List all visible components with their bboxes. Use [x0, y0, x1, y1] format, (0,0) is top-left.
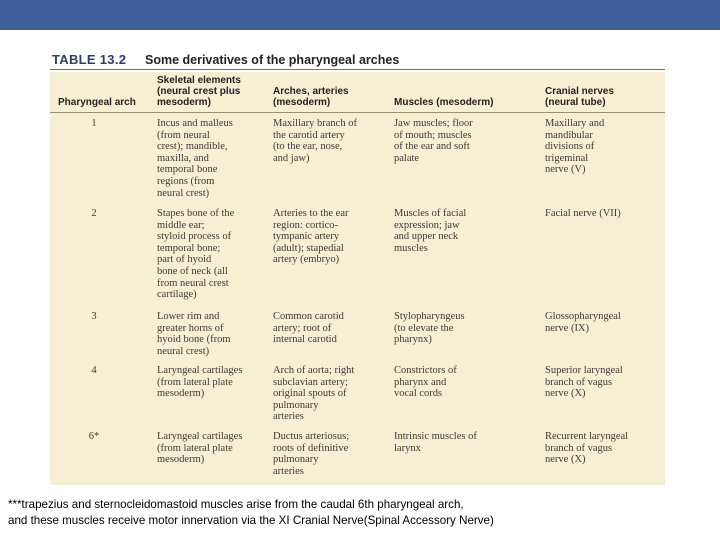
footnote: ***trapezius and sternocleidomastoid muscles arise from the caudal 6th pharyngeal arch, and these muscles receive motor innervation via the XI Cranial Nerve(Spinal Accessory Nerve)	[8, 498, 494, 527]
header-muscles: Muscles (mesoderm)	[394, 97, 494, 108]
row-2-arteries: Arteries to the ear region: cortico- tympanic artery (adult); stapedial artery (embryo)	[273, 208, 349, 266]
header-pharyngeal-arch: Pharyngeal arch	[58, 97, 136, 108]
row-2-arch: 2	[91, 208, 97, 219]
row-2-nerves: Facial nerve (VII)	[545, 208, 621, 219]
header-skeletal-elements: Skeletal elements (neural crest plus mesoderm)	[157, 75, 241, 108]
table-header	[50, 50, 665, 70]
row-4-skeletal: Laryngeal cartilages (from lateral plate mesoderm)	[157, 365, 243, 400]
row-3-nerves: Glossopharyngeal nerve (IX)	[545, 311, 621, 334]
row-4-arteries: Arch of aorta; right subclavian artery; original spouts of pulmonary arteries	[273, 365, 355, 423]
header-arches-arteries: Arches, arteries (mesoderm)	[273, 86, 349, 108]
table-number: TABLE 13.2	[52, 52, 127, 67]
table-title: Some derivatives of the pharyngeal arches	[145, 52, 400, 67]
row-4-nerves: Superior laryngeal branch of vagus nerve (X)	[545, 365, 623, 400]
row-1-arch: 1	[91, 118, 97, 129]
row-3-arteries: Common carotid artery; root of internal carotid	[273, 311, 344, 346]
row-4-arch: 4	[91, 365, 97, 376]
row-2-muscles: Muscles of facial expression; jaw and upper neck muscles	[394, 208, 467, 254]
header-divider	[50, 112, 665, 113]
row-5-nerves: Recurrent laryngeal branch of vagus nerve (X)	[545, 431, 629, 466]
row-3-skeletal: Lower rim and greater horns of hyoid bone (from neural crest)	[157, 311, 231, 357]
row-1-skeletal: Incus and malleus (from neural crest); mandible, maxilla, and temporal bone regions (from neural crest)	[157, 118, 233, 199]
row-2-skeletal: Stapes bone of the middle ear; styloid process of temporal bone; part of hyoid bone of neck (all from neural crest cartilage)	[157, 208, 235, 301]
row-5-skeletal: Laryngeal cartilages (from lateral plate mesoderm)	[157, 431, 243, 466]
row-5-arch: 6*	[88, 431, 100, 442]
row-3-arch: 3	[91, 311, 97, 322]
row-1-muscles: Jaw muscles; floor of mouth; muscles of the ear and soft palate	[394, 118, 473, 164]
row-1-nerves: Maxillary and mandibular divisions of trigeminal nerve (V)	[545, 118, 605, 176]
row-5-arteries: Ductus arteriosus; roots of definitive pulmonary arteries	[273, 431, 350, 477]
row-1-arteries: Maxillary branch of the carotid artery (to the ear, nose, and jaw)	[273, 118, 357, 164]
slide-top-bar	[0, 0, 720, 30]
row-3-muscles: Stylopharyngeus (to elevate the pharynx)	[394, 311, 465, 346]
header-cranial-nerves: Cranial nerves (neural tube)	[545, 86, 614, 108]
row-5-muscles: Intrinsic muscles of larynx	[394, 431, 477, 454]
row-4-muscles: Constrictors of pharynx and vocal cords	[394, 365, 457, 400]
